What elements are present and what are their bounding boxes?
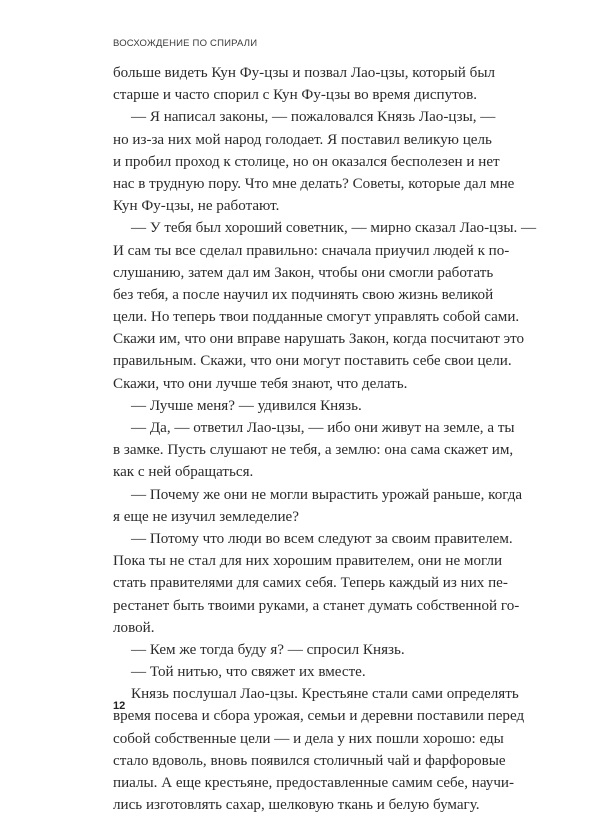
text-line: я еще не изучил земледелие? [113, 508, 299, 525]
text-line: — Той нитью, что свяжет их вместе. [131, 664, 366, 681]
text-line: пиалы. А еще крестьяне, предоставленные самим себе, научи- [113, 775, 515, 791]
text-line: — Да, — ответил Лао-цзы, — ибо они живут на земле, а ты [131, 420, 515, 436]
text-line: Скажи, что они лучше тебя знают, что делать. [113, 375, 408, 392]
text-line: рестанет быть твоими руками, а станет думать собственной го- [113, 597, 520, 614]
text-line: цели. Но теперь твои подданные смогут управлять собой сами. [113, 309, 520, 326]
text-line: время посева и сбора урожая, семьи и деревни поставили перед [113, 708, 525, 725]
text-line: без тебя, а после научил их подчинять свою жизнь великой [113, 286, 494, 303]
running-head: ВОСХОЖДЕНИЕ ПО СПИРАЛИ [113, 38, 258, 49]
text-line: как с ней обращаться. [113, 464, 254, 481]
text-line: Скажи им, что они вправе нарушать Закон, когда посчитают это [113, 331, 525, 348]
text-line: но из-за них мой народ голодает. Я поставил великую цель [113, 131, 492, 148]
text-line: — У тебя был хороший советник, — мирно сказал Лао-цзы. — [131, 220, 537, 237]
text-line: Кун Фу-цзы, не работают. [113, 198, 280, 215]
text-line: — Потому что люди во всем следуют за своим правителем. [131, 530, 513, 547]
text-line: слушанию, затем дал им Закон, чтобы они смогли работать [113, 264, 494, 281]
page-number: 12 [113, 700, 126, 712]
text-line: ловой. [113, 619, 155, 636]
text-line: собой собственные цели — и дела у них пошли хорошо: еды [113, 730, 504, 747]
text-line: Князь послушал Лао-цзы. Крестьяне стали сами определять [131, 686, 519, 703]
text-line: нас в трудную пору. Что мне делать? Советы, которые дал мне [113, 175, 515, 192]
text-line: — Я написал законы, — пожаловался Князь Лао-цзы, — [131, 109, 496, 126]
text-line: правильным. Скажи, что они могут поставить себе свои цели. [113, 353, 512, 370]
body-text [113, 62, 537, 816]
text-line: — Почему же они не могли вырастить урожай раньше, когда [131, 486, 523, 503]
text-line: — Кем же тогда буду я? — спросил Князь. [131, 641, 405, 658]
text-line: — Лучше меня? — удивился Князь. [131, 397, 362, 414]
text-line: И сам ты все сделал правильно: сначала приучил людей к по- [113, 242, 510, 259]
text-line: стало вдоволь, вновь появился столичный чай и фарфоровые [113, 752, 506, 769]
text-line: больше видеть Кун Фу-цзы и позвал Лао-цзы, который был [113, 65, 496, 81]
text-line: стать правителями для самих себя. Теперь каждый из них пе- [113, 575, 508, 592]
text-line: в замке. Пусть слушают не тебя, а землю: она сама скажет им, [113, 442, 514, 459]
text-line: Пока ты не стал для них хорошим правителем, они не могли [113, 553, 503, 570]
text-line: старше и часто спорил с Кун Фу-цзы во время диспутов. [113, 87, 477, 104]
text-line: лись изготовлять сахар, шелковую ткань и белую бумагу. [113, 797, 480, 814]
text-line: и пробил проход к столице, но он оказался бесполезен и нет [113, 153, 500, 170]
